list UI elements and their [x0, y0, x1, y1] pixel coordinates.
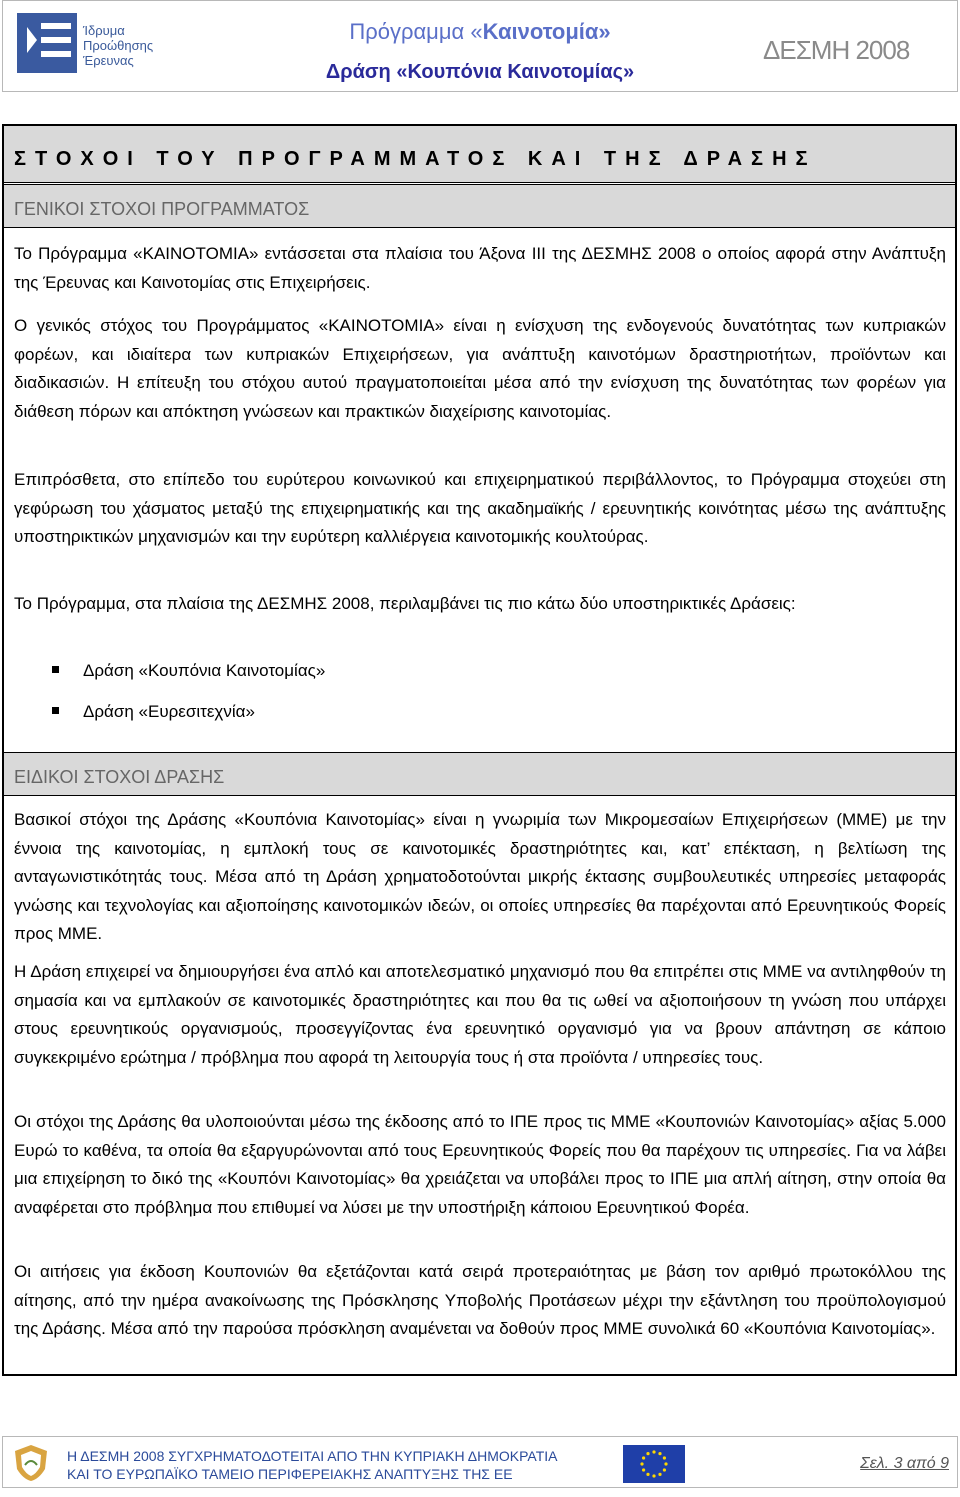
action-label-2: Δράση «Ευρεσιτεχνία»	[83, 702, 255, 721]
page-header	[2, 0, 958, 92]
cyprus-emblem-icon	[11, 1443, 51, 1483]
general-heading-band	[4, 184, 955, 228]
specific-paragraph-4: Οι αιτήσεις για έκδοση Κουπονιών θα εξετάζονται κατά σειρά προτεραιότητας με βάση τον αριθμό πρωτοκόλλου της αίτησης, από την ημέρα ανακοίνωσης της Πρόσκλησης Υποβολής Προτάσεων μέχρι την εξάντληση του προϋπολογισμού της Δράσης. Μέσα από την παρούσα πρόσκληση αναμένεται να δοθούν προς ΜΜΕ συνολικά 60 «Κουπόνια Καινοτομίας».	[14, 1262, 946, 1339]
bullet-square-icon	[52, 666, 59, 673]
program-title-name: Καινοτομία»	[482, 19, 611, 44]
logo-line-3: Έρευνας	[83, 53, 134, 68]
specific-heading: ΕΙΔΙΚΟΙ ΣΤΟΧΟΙ ΔΡΑΣΗΣ	[14, 767, 225, 787]
main-heading-band	[4, 126, 955, 183]
footer-line-2: ΚΑΙ ΤΟ ΕΥΡΩΠΑΪΚΟ ΤΑΜΕΙΟ ΠΕΡΙΦΕΡΕΙΑΚΗΣ ΑΝΑΠΤΥΞΗΣ ΤΗΣ ΕΕ	[67, 1466, 513, 1482]
logo-line-1: Ίδρυμα	[83, 23, 125, 38]
general-paragraph-2: Ο γενικός στόχος του Προγράμματος «ΚΑΙΝΟΤΟΜΙΑ» είναι η ενίσχυση της ενδογενούς δυνατότητας των κυπριακών φορέων, και ιδιαίτερα των κυπριακών Επιχειρήσεων, για ανάπτυξη καινοτόμων δραστηριοτήτων, προϊόντων και διαδικασιών. Η επίτευξη του στόχου αυτού πραγματοποιείται μέσα από την ενίσχυση της δυνατότητας των φορέων για διάθεση πόρων και απόκτηση γνώσεων και πρακτικών διαχείρισης καινοτομίας.	[14, 316, 946, 421]
bullet-square-icon	[52, 707, 59, 714]
action-label-1: Δράση «Κουπόνια Καινοτομίας»	[83, 661, 326, 680]
eu-flag-icon	[623, 1445, 685, 1483]
general-paragraph-3: Επιπρόσθετα, στο επίπεδο του ευρύτερου κοινωνικού και επιχειρηματικού περιβάλλοντος, το Πρόγραμμα στοχεύει στη γεφύρωση του χάσματος μεταξύ της επιχειρηματικής και της ακαδημαϊκής / ερευνητικής κοινότητας μέσω της ανάπτυξης υποστηρικτικών μηχανισμών και την ευρύτερη καλλιέργεια καινοτομικής κουλτούρας.	[14, 470, 946, 547]
specific-paragraph-2: Η Δράση επιχειρεί να δημιουργήσει ένα απλό και αποτελεσματικό μηχανισμό που θα επιτρέπει στις ΜΜΕ να αντιληφθούν τη σημασία και να εμπλακούν σε καινοτομικές δραστηριότητες και που θα τις ωθεί να αξιοποιήσουν τη γνώση που υπάρχει στους ερευνητικούς οργανισμούς, προσεγγίζοντας ένα ερευνητικό οργανισμό για να βρουν απάντηση σε κάποιο συγκεκριμένο ερώτημα / πρόβλημα που αφορά τη λειτουργία τους ή στα προϊόντα / υπηρεσίες τους.	[14, 962, 946, 1067]
general-paragraph-4: Το Πρόγραμμα, στα πλαίσια της ΔΕΣΜΗΣ 2008, περιλαμβάνει τις πιο κάτω δύο υποστηρικτικές Δράσεις:	[14, 594, 796, 613]
footer-line-1: Η ΔΕΣΜΗ 2008 ΣΥΓΧΡΗΜΑΤΟΔΟΤΕΙΤΑΙ ΑΠΟ ΤΗΝ ΚΥΠΡΙΑΚΗ ΔΗΜΟΚΡΑΤΙΑ	[67, 1448, 558, 1464]
page-number: Σελ. 3 από 9	[860, 1455, 949, 1472]
general-paragraph-1: Το Πρόγραμμα «ΚΑΙΝΟΤΟΜΙΑ» εντάσσεται στα πλαίσια του Άξονα ΙΙΙ της ΔΕΣΜΗΣ 2008 ο οποίος αφορά στην Ανάπτυξη της Έρευνας και Καινοτομίας στις Επιχειρήσεις.	[14, 244, 946, 292]
content-box	[2, 124, 957, 1376]
action-title: Δράση «Κουπόνια Καινοτομίας»	[325, 61, 635, 83]
desmi-logo	[763, 31, 943, 71]
page-footer	[2, 1436, 958, 1488]
action-bullet-2	[52, 702, 255, 722]
desmi-logo-text: ΔΕΣΜΗ 2008	[763, 35, 910, 65]
action-bullet-1	[52, 661, 325, 681]
specific-paragraph-3: Οι στόχοι της Δράσης θα υλοποιούνται μέσω της έκδοσης από το ΙΠΕ προς τις ΜΜΕ «Κουπονιών Καινοτομίας» αξίας 5.000 Ευρώ το καθένα, τα οποία θα εξαργυρώνονται από τους Ερευνητικούς Φορείς που θα παρέχουν τις υπηρεσίες. Για να λάβει μια επιχείρηση το δικό της «Κουπόνι Καινοτομίας» θα χρειάζεται να υποβάλει προς το ΙΠΕ μια απλή αίτηση, στην οποία θα αναφέρεται στο πρόβλημα που επιθυμεί να λύσει με την υποστήριξη κάποιου Ερευνητικού Φορέα.	[14, 1112, 946, 1217]
logo-line-2: Προώθησης	[83, 38, 154, 53]
general-heading: ΓΕΝΙΚΟΙ ΣΤΟΧΟΙ ΠΡΟΓΡΑΜΜΑΤΟΣ	[14, 199, 310, 219]
program-title-prefix: Πρόγραμμα «	[349, 19, 483, 44]
main-heading: ΣΤΟΧΟΙ ΤΟΥ ΠΡΟΓΡΑΜΜΑΤΟΣ ΚΑΙ ΤΗΣ ΔΡΑΣΗΣ	[14, 148, 817, 170]
specific-paragraph-1: Βασικοί στόχοι της Δράσης «Κουπόνια Καινοτομίας» είναι η γνωριμία των Μικρομεσαίων Επιχειρήσεων (ΜΜΕ) με την έννοια της καινοτομίας, η εμπλοκή τους σε καινοτομικές δραστηριότητες και, κατ’ επέκταση, η βελτίωση της ανταγωνιστικότητάς τους. Μέσα από τη Δράση χρηματοδοτούνται μικρής έκτασης συμβουλευτικές υπηρεσίες μεταφοράς γνώσης και τεχνολογίας και αξιοποίησης καινοτομικών ιδεών, οι οποίες υπηρεσίες θα παρέχονται από Ερευνητικούς Φορείς προς ΜΜΕ.	[14, 810, 946, 944]
specific-heading-band	[4, 752, 955, 796]
